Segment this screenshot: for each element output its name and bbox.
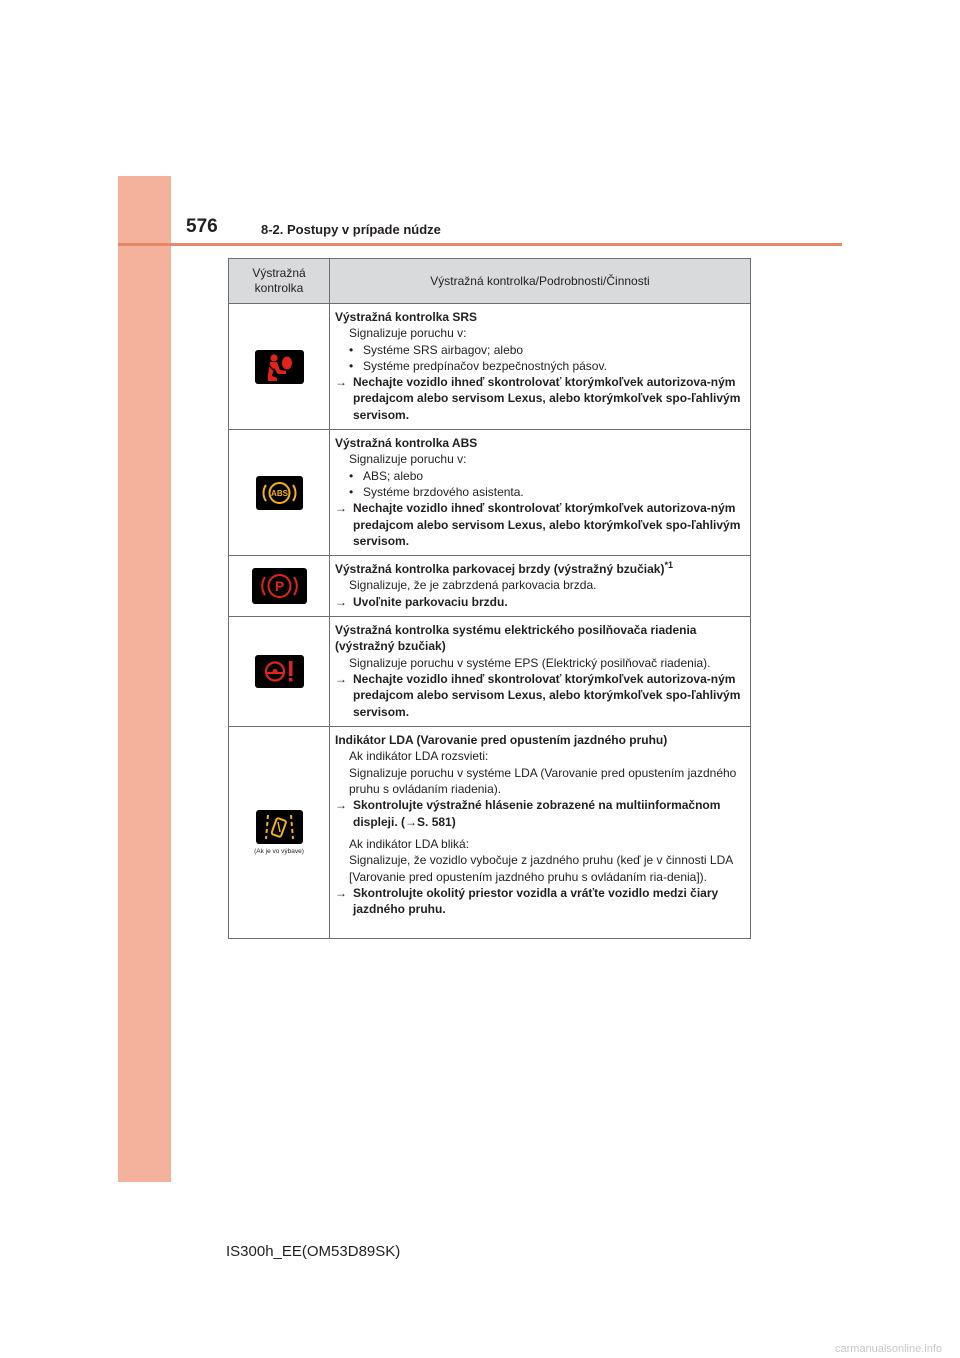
- srs-airbag-warning-icon: [255, 350, 304, 384]
- abs-warning-icon: [256, 476, 303, 510]
- bullet-item: • Systéme brzdového asistenta.: [335, 484, 748, 500]
- table-row: [229, 727, 751, 939]
- row-action: → Nechajte vozidlo ihneď skontrolovať ktorýmkoľvek autorizova-ným predajcom alebo servisom Lexus, alebo ktorýmkoľvek spo-ľahlivým servisom.: [335, 672, 741, 719]
- icon-cell: [229, 430, 330, 556]
- details-cell: [330, 304, 751, 430]
- bullet-item: • Systéme SRS airbagov; alebo: [335, 342, 748, 358]
- svg-text:ABS: ABS: [270, 488, 288, 498]
- row-intro: Signalizuje poruchu v:: [349, 326, 467, 341]
- row-action: → Skontrolujte výstražné hlásenie zobrazené na multiinformačnom displeji. (→S. 581): [335, 798, 721, 829]
- icon-cell: [229, 617, 330, 727]
- page-ref-arrow-icon: →: [405, 814, 418, 829]
- arrow-right-icon: →: [335, 798, 347, 813]
- warning-lights-table: [228, 258, 751, 939]
- row-title: Výstražná kontrolka parkovacej brzdy (výstražný bzučiak)$^{*1}$: [335, 560, 673, 577]
- header-rule: [118, 243, 842, 246]
- row-title: Indikátor LDA (Varovanie pred opustením jazdného pruhu): [335, 733, 668, 748]
- condition-lead: Ak indikátor LDA rozsvieti:: [349, 749, 489, 764]
- lda-indicator-icon: [256, 810, 303, 844]
- icon-cell: [229, 304, 330, 430]
- footer-model-code: IS300h_EE(OM53D89SK): [226, 1243, 401, 1260]
- row-action: → Nechajte vozidlo ihneď skontrolovať ktorýmkoľvek autorizova-ným predajcom alebo servisom Lexus, alebo ktorýmkoľvek spo-ľahlivým servisom.: [335, 375, 741, 422]
- row-title: Výstražná kontrolka SRS: [335, 310, 478, 324]
- optional-equipment-note: (Ak je vo výbave): [254, 847, 304, 855]
- details-cell: [330, 727, 751, 939]
- svg-text:P: P: [274, 578, 284, 595]
- condition-text: Signalizuje poruchu v systéme LDA (Varovanie pred opustením jazdného pruhu s ovládaním riadenia).: [349, 765, 737, 797]
- col-header-details: Výstražná kontrolka/Podrobnosti/Činnosti: [330, 259, 751, 304]
- condition-lead: Ak indikátor LDA bliká:: [349, 836, 470, 851]
- arrow-right-icon: →: [335, 885, 347, 900]
- row-title: Výstražná kontrolka systému elektrického posilňovača riadenia (výstražný bzučiak): [335, 623, 697, 654]
- row-action: → Nechajte vozidlo ihneď skontrolovať ktorýmkoľvek autorizova-ným predajcom alebo servisom Lexus, alebo ktorýmkoľvek spo-ľahlivým servisom.: [335, 501, 741, 548]
- icon-cell: [229, 727, 330, 939]
- arrow-right-icon: →: [335, 501, 347, 516]
- footnote-marker: *1: [664, 560, 673, 571]
- row-intro: Signalizuje, že je zabrzdená parkovacia brzda.: [349, 578, 597, 593]
- page-reference-link[interactable]: S. 581): [417, 814, 456, 829]
- table-row: [229, 430, 751, 556]
- page-number: 576: [186, 216, 218, 237]
- row-title: Výstražná kontrolka ABS: [335, 436, 478, 451]
- arrow-right-icon: →: [335, 375, 347, 390]
- bullet-item: • Systéme predpínačov bezpečnostných pásov.: [335, 358, 748, 374]
- table-header-row: [229, 259, 751, 304]
- condition-text: Signalizuje, že vozidlo vybočuje z jazdného pruhu (keď je v činnosti LDA [Varovanie pred opustením jazdného pruhu s ovládaním ria-denia]).: [349, 853, 733, 884]
- table-row: [229, 556, 751, 617]
- col-header-light: Výstražná kontrolka: [229, 259, 330, 304]
- eps-warning-icon: [255, 655, 304, 688]
- table-row: [229, 617, 751, 727]
- row-action: → Skontrolujte okolitý priestor vozidla a vráťte vozidlo medzi čiary jazdného pruhu.: [335, 885, 719, 917]
- side-tab: [118, 176, 171, 1182]
- details-cell: [330, 430, 751, 556]
- row-intro: Signalizuje poruchu v systéme EPS (Elektrický posilňovač riadenia).: [349, 655, 711, 670]
- row-intro: Signalizuje poruchu v:: [349, 452, 467, 467]
- row-action: → Uvoľnite parkovaciu brzdu.: [335, 594, 508, 609]
- icon-cell: [229, 556, 330, 617]
- table-row: [229, 304, 751, 430]
- details-cell: [330, 617, 751, 727]
- bullet-item: • ABS; alebo: [335, 468, 748, 484]
- parking-brake-warning-icon: [252, 568, 307, 604]
- arrow-right-icon: →: [335, 594, 347, 609]
- arrow-right-icon: →: [335, 672, 347, 687]
- watermark: carmanualsonline.info: [835, 1343, 943, 1355]
- section-title: 8-2. Postupy v prípade núdze: [261, 222, 441, 237]
- details-cell: [330, 556, 751, 617]
